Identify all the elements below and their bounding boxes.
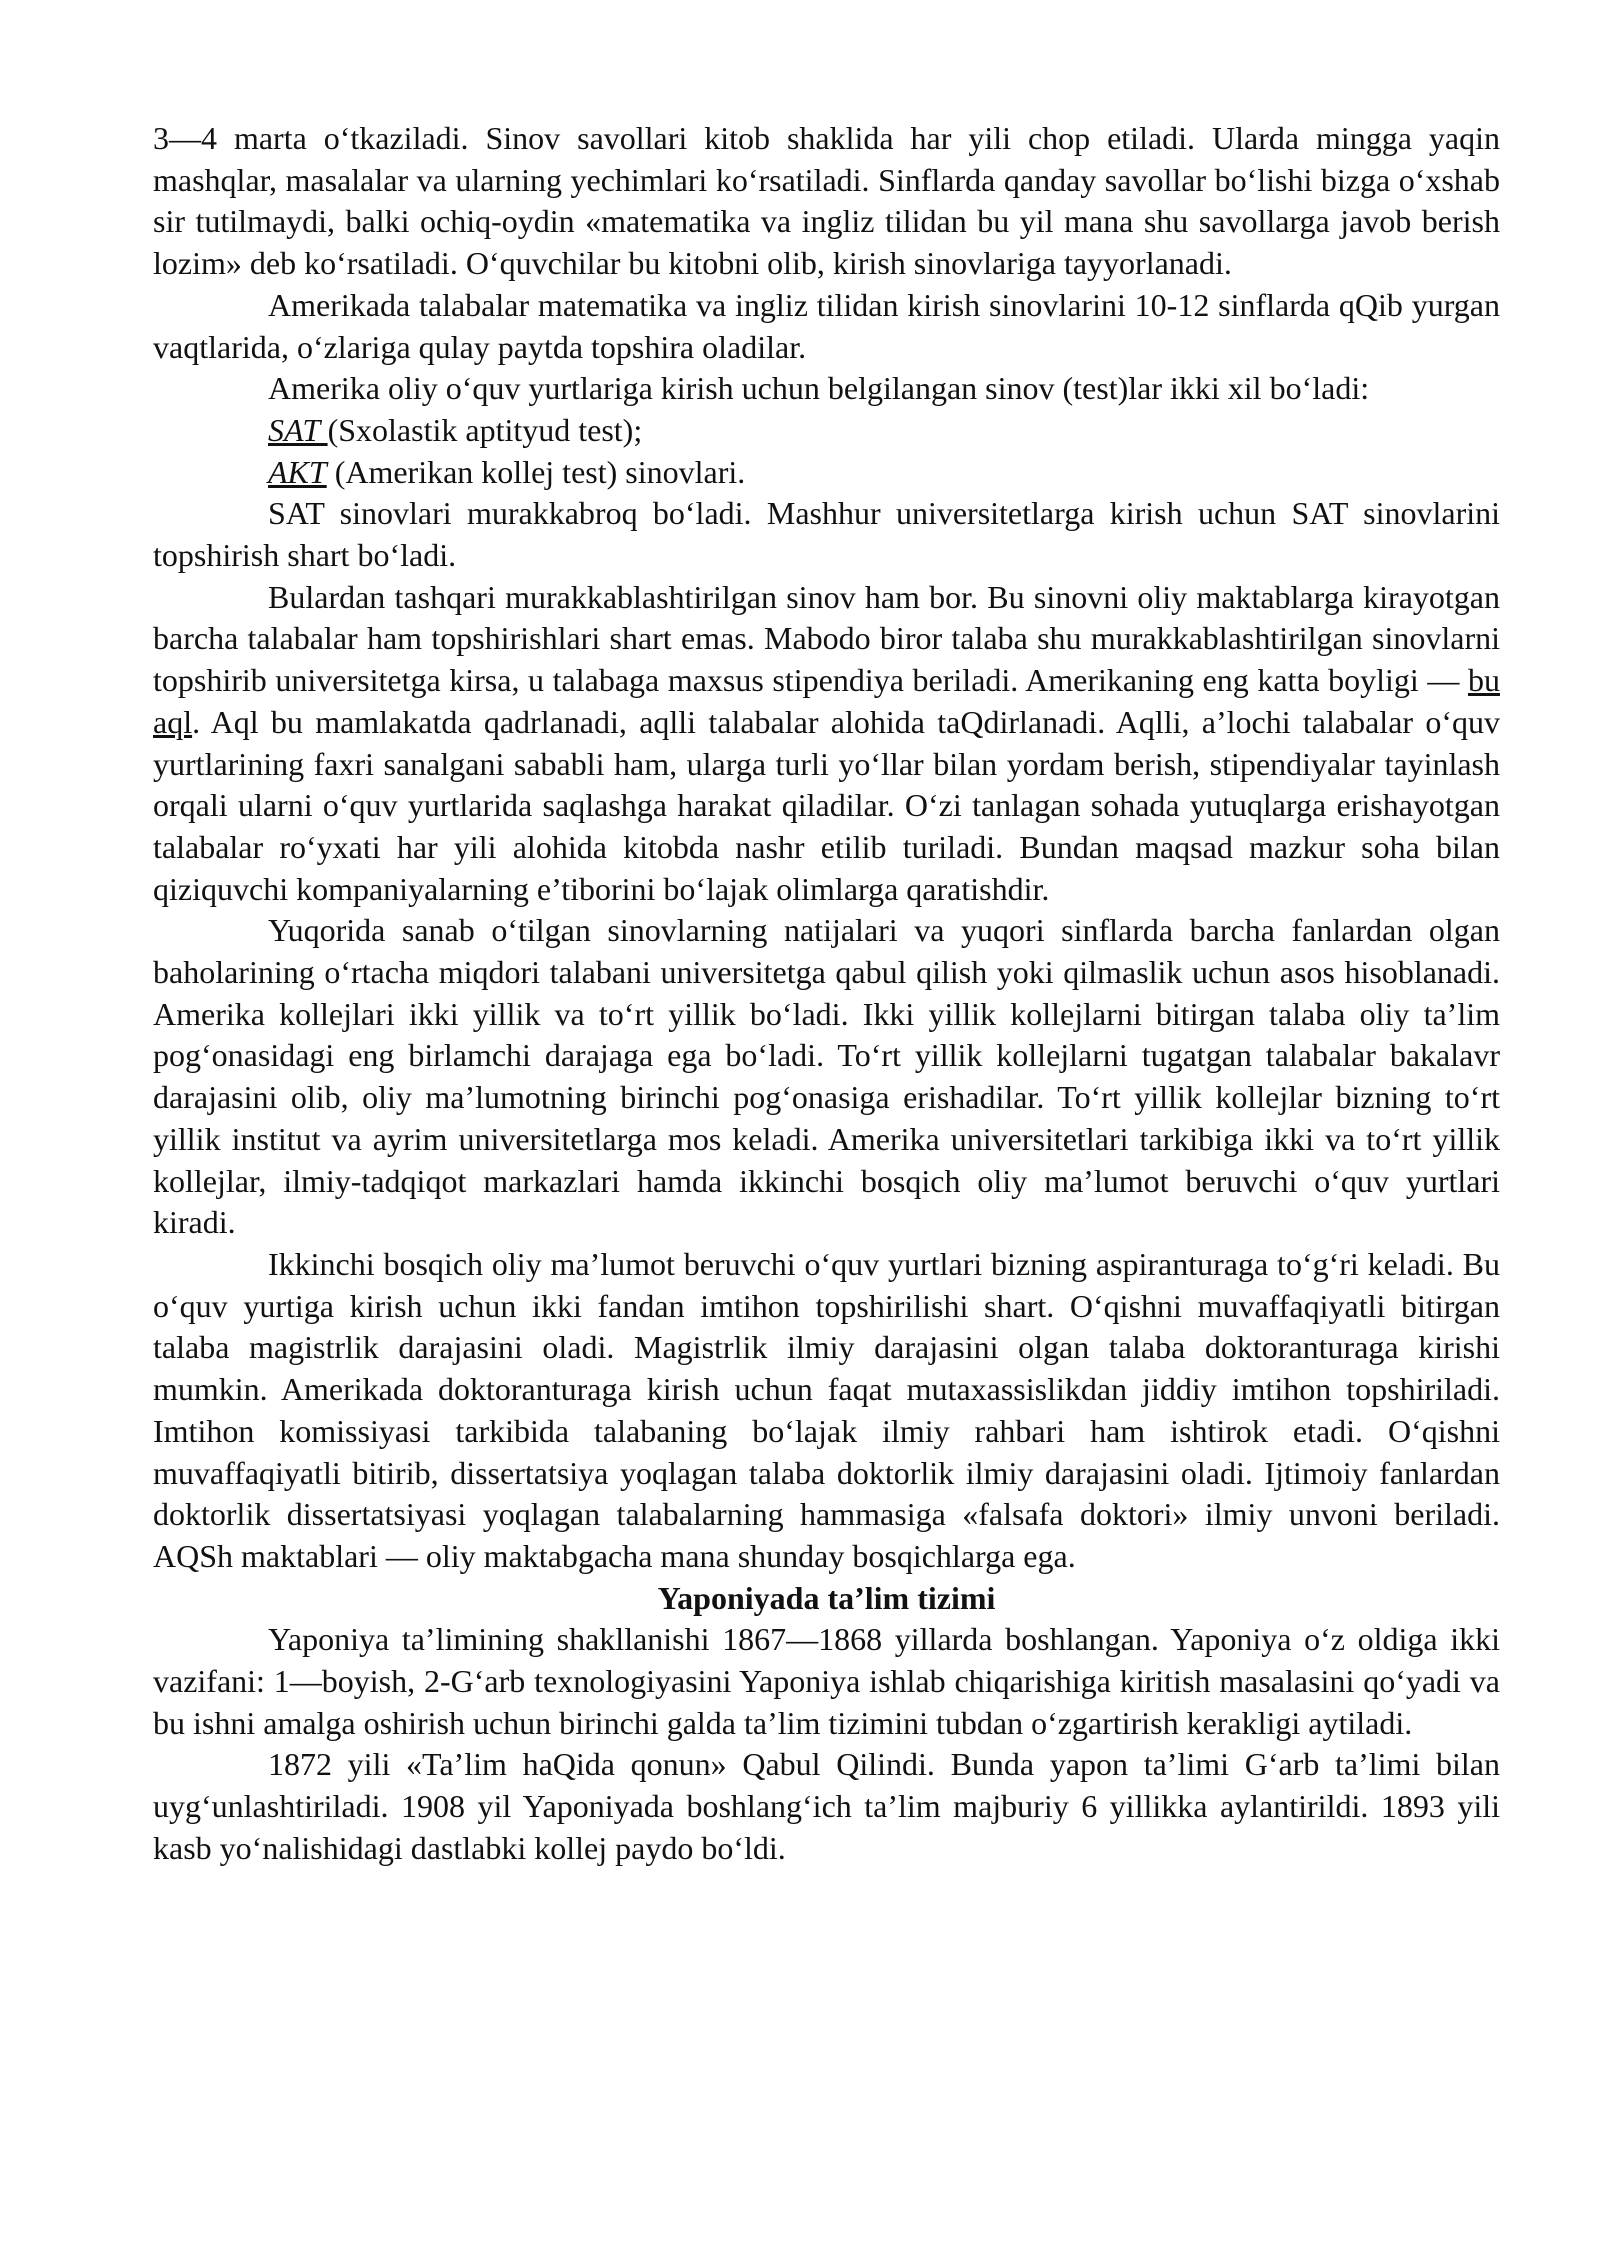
- paragraph-test-types: Amerika oliy o‘quv yurtlariga kirish uchun belgilangan sinov (test)lar ikki xil bo‘ladi:: [268, 370, 1370, 407]
- list-item-akt: [153, 452, 1500, 494]
- paragraph-entrance-exams: Amerikada talabalar matematika va ingliz tilidan kirish sinovlarini 10-12 sinflarda qQib yurgan vaqtlarida, o‘zlariga qulay paytda topshira oladilar.: [153, 286, 1500, 365]
- section-heading: Yaponiyada ta’lim tizimi: [657, 1579, 996, 1616]
- advanced-test-text-b: . Aql bu mamlakatda qadrlanadi, aqlli talabalar alohida taQdirlanadi. Aqlli, a’lochi talabalar o‘quv yurtlarining faxri sanalgani sababli ham, ularga turli yo‘llar bilan yordam berish, stipendiyalar tayinlash orqali ularni o‘quv yurtlarida saqlashga harakat qiladilar. O‘zi tanlagan sohada yutuqlarga erishayotgan talabalar ro‘yxati har yili alohida kitobda nashr etilib turiladi. Bundan maqsad mazkur soha bilan qiziquvchi kompaniyalarning e’tiborini bo‘lajak olimlarga qaratishdir.: [153, 703, 1500, 907]
- paragraph-graduate-study: Ikkinchi bosqich oliy ma’lumot beruvchi o‘quv yurtlari bizning aspiranturaga to‘g‘ri keladi. Bu o‘quv yurtiga kirish uchun ikki fandan imtihon topshirilishi shart. O‘qishni muvaffaqiyatli bitirgan talaba magistrlik darajasini oladi. Magistrlik ilmiy darajasini olgan talaba doktoranturaga kirishi mumkin. Amerikada doktoranturaga kirish uchun faqat mutaxassislikdan jiddiy imtihon topshiriladi. Imtihon komissiyasi tarkibida talabaning bo‘lajak ilmiy rahbari ham ishtirok etadi. O‘qishni muvaffaqiyatli bitirib, dissertatsiya yoqlagan talaba doktorlik ilmiy darajasini oladi. Ijtimoiy fanlardan doktorlik dissertatsiyasi yoqlagan talabalarning hammasiga «falsafa doktori» ilmiy unvoni beriladi. AQSh maktablari — oliy maktabgacha mana shunday bosqichlarga ega.: [153, 1245, 1500, 1574]
- paragraph-sat-difficulty: SAT sinovlari murakkabroq bo‘ladi. Mashhur universitetlarga kirish uchun SAT sinovlarini topshirish shart bo‘ladi.: [153, 495, 1500, 574]
- paragraph-advanced-test: [153, 577, 1500, 911]
- advanced-test-text-a: Bulardan tashqari murakkablashtirilgan sinov ham bor. Bu sinovni oliy maktablarga kirayotgan barcha talabalar ham topshirishlari shart emas. Mabodo biror talaba shu murakkablashtirilgan sinovlarni topshirib universitetga kirsa, u talabaga maxsus stipendiya beriladi. Amerikaning eng katta boyligi —: [153, 578, 1500, 699]
- akt-description: (Amerikan kollej test) sinovlari.: [326, 453, 746, 490]
- paragraph-japan-history: Yaponiya ta’limining shakllanishi 1867—1868 yillarda boshlangan. Yaponiya o‘z oldiga ikki vazifani: 1—boyish, 2-G‘arb texnologiyasini Yaponiya ishlab chiqarishiga kiritish masalasini qo‘yadi va bu ishni amalga oshirish uchun birinchi galda ta’lim tizimini tubdan o‘zgartirish kerakligi aytiladi.: [153, 1621, 1500, 1741]
- paragraph-intro: 3—4 marta o‘tkaziladi. Sinov savollari kitob shaklida har yili chop etiladi. Ularda mingga yaqin mashqlar, masalalar va ularning yechimlari ko‘rsatiladi. Sinflarda qanday savollar bo‘lishi bizga o‘xshab sir tutilmaydi, balki ochiq-oydin «matematika va ingliz tilidan bu yil mana shu savollarga javob berish lozim» deb ko‘rsatiladi. O‘quvchilar bu kitobni olib, kirish sinovlariga tayyorlanadi.: [153, 120, 1500, 282]
- sat-term: SAT: [268, 411, 328, 448]
- underlined-phrase: bu aql: [153, 662, 1500, 740]
- paragraph-colleges: Yuqorida sanab o‘tilgan sinovlarning natijalari va yuqori sinflarda barcha fanlardan olgan baholarining o‘rtacha miqdori talabani universitetga qabul qilish yoki qilmaslik uchun asos hisoblanadi. Amerika kollejlari ikki yillik va to‘rt yillik bo‘ladi. Ikki yillik kollejlarni bitirgan talaba oliy ta’lim pog‘onasidagi eng birlamchi darajaga ega bo‘ladi. To‘rt yillik kollejlarni tugatgan talabalar bakalavr darajasini olib, oliy ma’lumotning birinchi pog‘onasiga erishadilar. To‘rt yillik kollejlar bizning to‘rt yillik institut va ayrim universitetlarga mos keladi. Amerika universitetlari tarkibiga ikki va to‘rt yillik kollejlar, ilmiy-tadqiqot markazlari hamda ikkinchi bosqich oliy ma’lumot beruvchi o‘quv yurtlari kiradi.: [153, 912, 1500, 1241]
- sat-description: (Sxolastik aptityud test);: [327, 411, 643, 448]
- paragraph-japan-law: 1872 yili «Ta’lim haQida qonun» Qabul Qilindi. Bunda yapon ta’limi G‘arb ta’limi bilan uyg‘unlashtiriladi. 1908 yil Yaponiyada boshlang‘ich ta’lim majburiy 6 yillikka aylantirildi. 1893 yili kasb yo‘nalishidagi dastlabki kollej paydo bo‘ldi.: [153, 1746, 1500, 1866]
- akt-term: AKT: [268, 453, 327, 490]
- list-item-sat: [153, 410, 1500, 452]
